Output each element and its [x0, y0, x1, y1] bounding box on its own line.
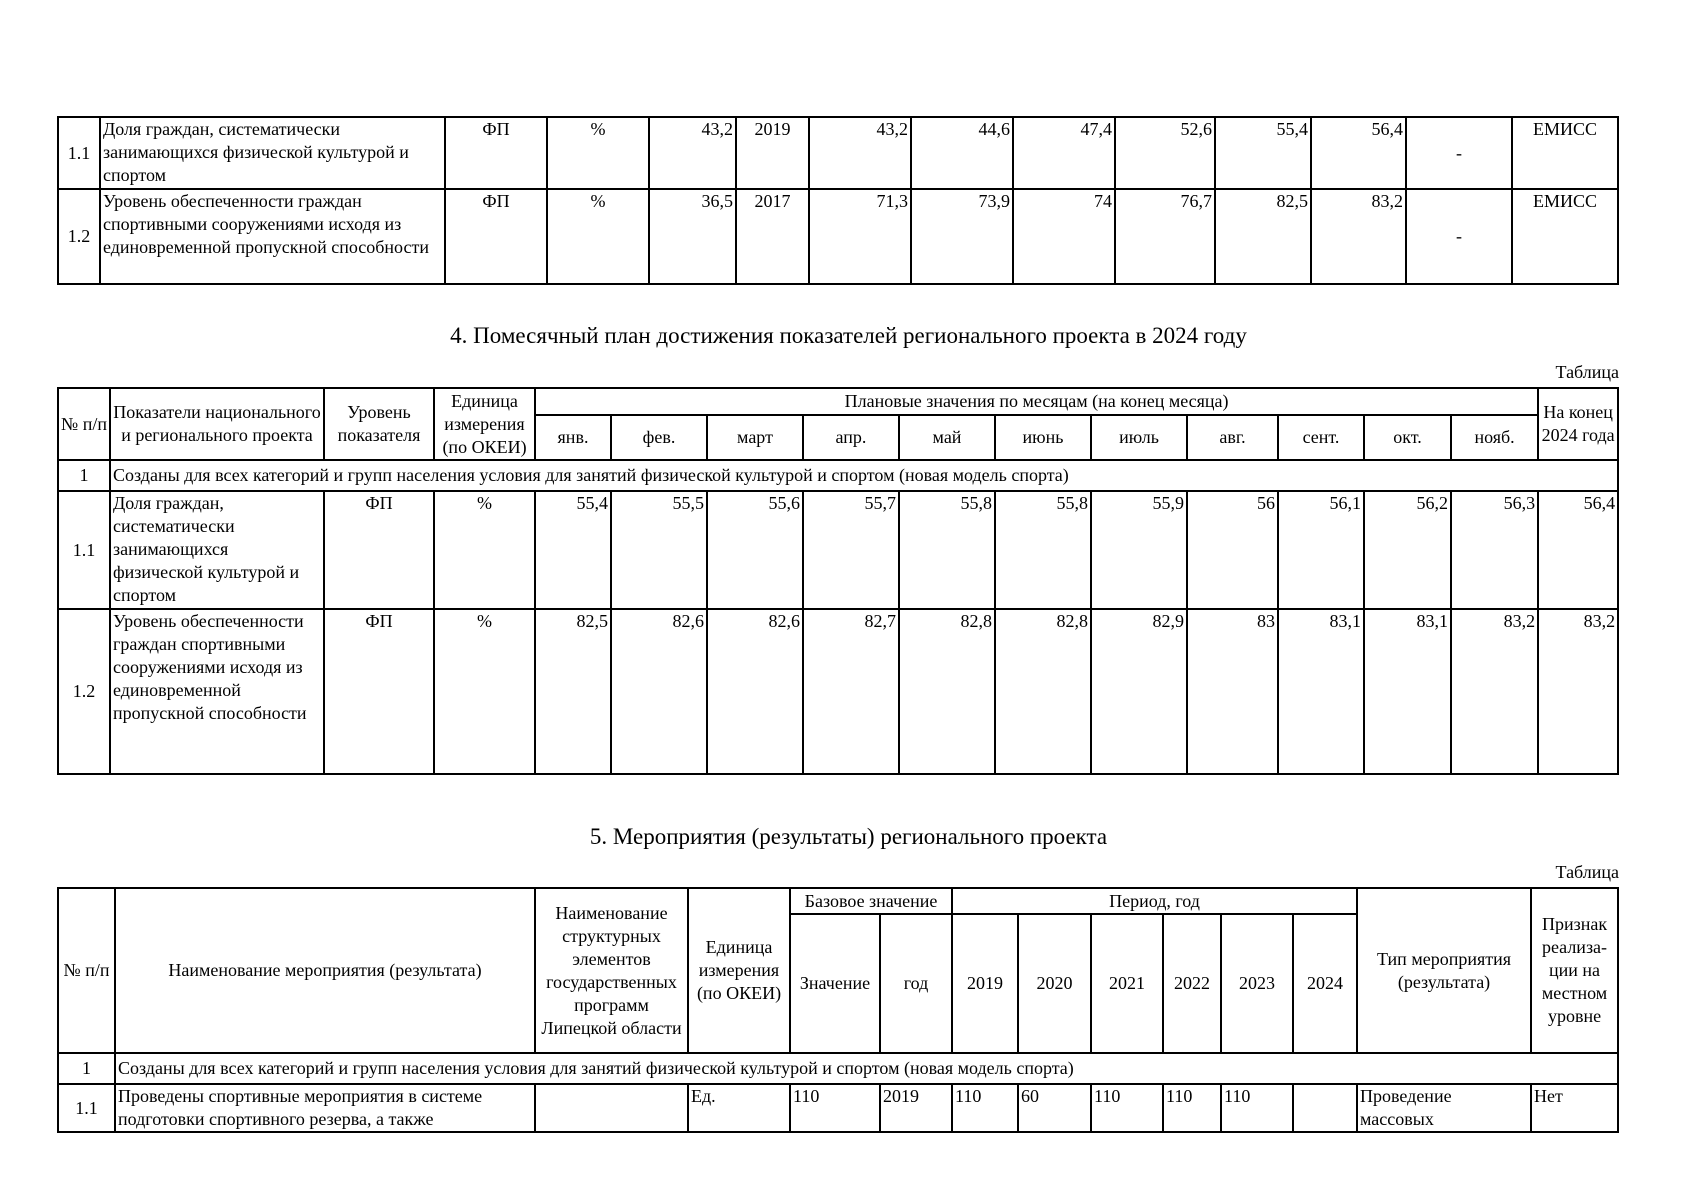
month-value: 82,8 — [899, 609, 995, 774]
end-of-year-value: 56,4 — [1538, 491, 1618, 609]
header-unit: Единица измерения (по ОКЕИ) — [434, 388, 535, 460]
month-value: 82,9 — [1091, 609, 1187, 774]
source-cell: ЕМИСС — [1512, 117, 1618, 189]
month-value: 56 — [1187, 491, 1278, 609]
monthly-plan-table — [57, 387, 1619, 775]
month-value: 83,1 — [1364, 609, 1451, 774]
value-cell: 52,6 — [1115, 117, 1215, 189]
value-cell: 74 — [1013, 189, 1115, 284]
value-cell: 43,2 — [809, 117, 911, 189]
row-number: 1.1 — [58, 117, 100, 189]
year-value: 110 — [1221, 1084, 1293, 1132]
year-value — [1293, 1084, 1357, 1132]
month-value: 83 — [1187, 609, 1278, 774]
header-level: Уровень показателя — [324, 388, 434, 460]
group-title: Созданы для всех категорий и групп населения условия для занятий физической культурой и спортом (новая модель спорта) — [115, 1053, 1618, 1084]
header-sign: Признак реализа-ции на местном уровне — [1531, 888, 1618, 1053]
header-month: янв. — [535, 415, 611, 460]
base-year: 2019 — [736, 117, 809, 189]
table-row — [58, 189, 1618, 284]
indicator-name: Доля граждан, систематически занимающихся физической культурой и спортом — [110, 491, 324, 609]
end-of-year-value: 83,2 — [1538, 609, 1618, 774]
month-value: 56,3 — [1451, 491, 1538, 609]
value-cell: 71,3 — [809, 189, 911, 284]
activity-name: Проведены спортивные мероприятия в системе подготовки спортивного резерва, а также — [115, 1084, 535, 1132]
section-5-title: 5. Мероприятия (результаты) регионального проекта — [589, 824, 1108, 849]
month-value: 82,8 — [995, 609, 1091, 774]
header-month: апр. — [803, 415, 899, 460]
month-value: 83,2 — [1451, 609, 1538, 774]
header-planned: Плановые значения по месяцам (на конец месяца) — [535, 388, 1538, 415]
header-month: май — [899, 415, 995, 460]
activities-table — [57, 887, 1619, 1133]
table-row — [58, 1084, 1618, 1132]
group-title: Созданы для всех категорий и групп населения условия для занятий физической культурой и спортом (новая модель спорта) — [110, 460, 1618, 491]
month-value: 55,5 — [611, 491, 707, 609]
value-cell: 56,4 — [1311, 117, 1406, 189]
header-row — [58, 888, 1618, 914]
base-value: 110 — [790, 1084, 880, 1132]
sign-cell: Нет — [1531, 1084, 1618, 1132]
base-value: 36,5 — [649, 189, 736, 284]
header-year: 2022 — [1163, 914, 1221, 1053]
indicators-table — [57, 116, 1619, 285]
month-value: 56,2 — [1364, 491, 1451, 609]
header-year: 2020 — [1018, 914, 1091, 1053]
month-value: 55,7 — [803, 491, 899, 609]
indicator-name: Уровень обеспеченности граждан спортивными сооружениями исходя из единовременной пропускной способности — [110, 609, 324, 774]
month-value: 83,1 — [1278, 609, 1364, 774]
header-month: сент. — [1278, 415, 1364, 460]
header-month: нояб. — [1451, 415, 1538, 460]
value-cell: 47,4 — [1013, 117, 1115, 189]
month-value: 82,7 — [803, 609, 899, 774]
header-struct: Наименование структурных элементов государственных программ Липецкой области — [535, 888, 688, 1053]
indicator-level: ФП — [324, 609, 434, 774]
indicator-name: Уровень обеспеченности граждан спортивными сооружениями исходя из единовременной пропускной способности — [100, 189, 445, 284]
header-month: окт. — [1364, 415, 1451, 460]
unit-cell: Ед. — [688, 1084, 790, 1132]
header-year: 2023 — [1221, 914, 1293, 1053]
indicator-level: ФП — [445, 117, 547, 189]
value-cell: 73,9 — [911, 189, 1013, 284]
value-cell: 83,2 — [1311, 189, 1406, 284]
table-row — [58, 491, 1618, 609]
section-4-title: 4. Помесячный план достижения показателей регионального проекта в 2024 году — [450, 323, 1247, 348]
header-num: № п/п — [58, 388, 110, 460]
note-cell: - — [1406, 189, 1512, 284]
source-cell: ЕМИСС — [1512, 189, 1618, 284]
header-month: фев. — [611, 415, 707, 460]
year-value: 110 — [1091, 1084, 1163, 1132]
header-month: июль — [1091, 415, 1187, 460]
base-year: 2019 — [880, 1084, 952, 1132]
header-year: 2019 — [952, 914, 1018, 1053]
note-cell: - — [1406, 117, 1512, 189]
header-month: июнь — [995, 415, 1091, 460]
header-month: авг. — [1187, 415, 1278, 460]
value-cell: 44,6 — [911, 117, 1013, 189]
row-number: 1.2 — [58, 609, 110, 774]
year-value: 110 — [952, 1084, 1018, 1132]
header-month: март — [707, 415, 803, 460]
value-cell: 76,7 — [1115, 189, 1215, 284]
value-cell: 82,5 — [1215, 189, 1311, 284]
group-number: 1 — [58, 460, 110, 491]
month-value: 55,8 — [899, 491, 995, 609]
header-unit: Единица измерения (по ОКЕИ) — [688, 888, 790, 1053]
header-type: Тип мероприятия (результата) — [1357, 888, 1531, 1053]
header-year: 2021 — [1091, 914, 1163, 1053]
indicator-unit: % — [434, 609, 535, 774]
indicator-level: ФП — [445, 189, 547, 284]
header-base: Базовое значение — [790, 888, 952, 914]
header-activity: Наименование мероприятия (результата) — [115, 888, 535, 1053]
group-row — [58, 1053, 1618, 1084]
header-end-of-year: На конец 2024 года — [1538, 388, 1618, 460]
year-value: 110 — [1163, 1084, 1221, 1132]
indicator-unit: % — [547, 117, 649, 189]
group-row — [58, 460, 1618, 491]
year-value: 60 — [1018, 1084, 1091, 1132]
header-base-value: Значение — [790, 914, 880, 1053]
header-base-year: год — [880, 914, 952, 1053]
indicator-unit: % — [434, 491, 535, 609]
indicator-name: Доля граждан, систематически занимающихся физической культурой и спортом — [100, 117, 445, 189]
base-year: 2017 — [736, 189, 809, 284]
month-value: 55,6 — [707, 491, 803, 609]
struct-cell — [535, 1084, 688, 1132]
month-value: 82,6 — [707, 609, 803, 774]
month-value: 55,4 — [535, 491, 611, 609]
month-value: 55,8 — [995, 491, 1091, 609]
group-number: 1 — [58, 1053, 115, 1084]
header-num: № п/п — [58, 888, 115, 1053]
row-number: 1.1 — [58, 1084, 115, 1132]
table-label: Таблица — [1555, 362, 1619, 382]
value-cell: 55,4 — [1215, 117, 1311, 189]
header-indicator: Показатели национального и регионального проекта — [110, 388, 324, 460]
table-row — [58, 609, 1618, 774]
type-cell: Проведение массовых — [1357, 1084, 1531, 1132]
month-value: 82,6 — [611, 609, 707, 774]
header-year: 2024 — [1293, 914, 1357, 1053]
base-value: 43,2 — [649, 117, 736, 189]
indicator-level: ФП — [324, 491, 434, 609]
table-row — [58, 117, 1618, 189]
month-value: 56,1 — [1278, 491, 1364, 609]
month-value: 82,5 — [535, 609, 611, 774]
header-period: Период, год — [952, 888, 1357, 914]
month-value: 55,9 — [1091, 491, 1187, 609]
table-label: Таблица — [1555, 862, 1619, 882]
row-number: 1.2 — [58, 189, 100, 284]
row-number: 1.1 — [58, 491, 110, 609]
header-row — [58, 388, 1618, 415]
indicator-unit: % — [547, 189, 649, 284]
